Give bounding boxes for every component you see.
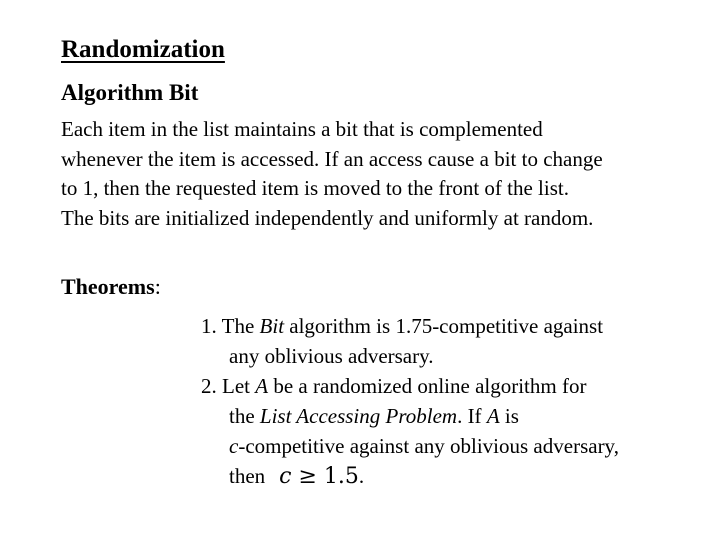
theorem-2-text-a: Let <box>222 374 256 398</box>
theorem-2-line3-b: -competitive against any oblivious adversary, <box>238 434 619 458</box>
theorems-heading <box>61 274 161 300</box>
paragraph-line: whenever the item is accessed. If an access cause a bit to change <box>61 146 603 171</box>
theorem-2-then: then <box>229 464 266 488</box>
paragraph-line: The bits are initialized independently and uniformly at random. <box>61 205 594 230</box>
theorems-label: Theorems <box>61 274 155 299</box>
theorem-2-text-b: be a randomized online algorithm for <box>268 374 587 398</box>
math-relation: ≥ 1.5 <box>291 464 359 489</box>
theorem-2-var-a2: A <box>486 404 500 428</box>
theorem-2-number: 2. <box>201 374 217 398</box>
theorem-2-line-3 <box>201 431 701 461</box>
paragraph-line: Each item in the list maintains a bit that is complemented <box>61 117 543 141</box>
algorithm-subtitle: Algorithm Bit <box>61 80 199 105</box>
math-inequality <box>279 464 359 489</box>
theorem-1-line-1 <box>201 311 701 341</box>
math-var-c: c <box>279 464 292 489</box>
theorem-2-line-4 <box>201 461 701 492</box>
theorem-2-var-c: c <box>229 434 239 458</box>
description-paragraph <box>61 115 691 233</box>
theorem-2-period: . <box>358 464 365 488</box>
theorem-1-number: 1. <box>201 314 217 338</box>
theorem-1-italic: Bit <box>259 314 285 338</box>
theorems-colon: : <box>154 274 161 299</box>
theorem-1-text-a: The <box>221 314 260 338</box>
theorem-list <box>201 311 701 492</box>
paragraph-line: to 1, then the requested item is moved to the front of the list. <box>61 176 569 200</box>
theorem-1-line-2: any oblivious adversary. <box>229 344 434 368</box>
theorem-2-line2-c: is <box>499 404 519 428</box>
theorem-2-line-2 <box>201 401 701 431</box>
theorem-2-var-a: A <box>255 374 269 398</box>
theorem-2-line-1 <box>201 371 701 401</box>
theorem-2-line2-b: . If <box>457 404 487 428</box>
theorem-1-text-b: algorithm is 1.75-competitive against <box>284 314 604 338</box>
theorem-2-problem-name: List Accessing Problem <box>259 404 458 428</box>
theorem-2-line2-a: the <box>229 404 260 428</box>
slide-title: Randomization <box>61 36 225 63</box>
